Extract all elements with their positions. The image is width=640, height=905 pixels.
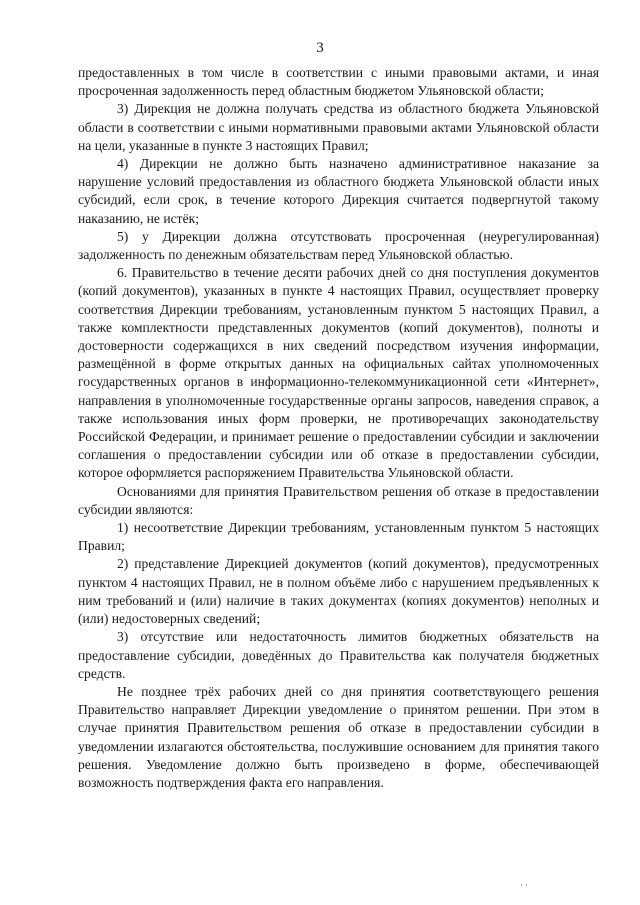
paragraph-item-5: 5) у Дирекции должна отсутствовать просроченная (неурегулированная) задолженность по денежным обязательствам перед Ульяновской областью. xyxy=(78,228,599,263)
page-number: 3 xyxy=(316,40,324,56)
paragraph-continuation: предоставленных в том числе в соответствии с иными правовыми актами, и иная просроченная задолженность перед областным бюджетом Ульяновской области; xyxy=(78,65,599,99)
paragraph-refusal-grounds: Основаниями для принятия Правительством решения об отказе в предоставлении субсидии являются: xyxy=(78,483,599,517)
paragraph-ground-3: 3) отсутствие или недостаточность лимитов бюджетных обязательств на предоставление субсидии, доведённых до Правительства как получателя бюджетных средств. xyxy=(78,629,599,681)
paragraph-clause-6: 6. Правительство в течение десяти рабочих дней со дня поступления документов (копий документов), указанных в пункте 4 настоящих Правил, осуществляет проверку соответствия Дирекции требованиям, установленным пунктом 5 настоящих Правил, а также комплектности представленных документов (копий документов), полноты и достоверности содержащихся в них сведений посредством изучения информации, размещённой в форме открытых данных на официальных сайтах уполномоченных государственных органов в информационно-телекоммуникационной сети «Интернет», направления в уполномоченные государственные органы запросов, наведения справок, а также использования иных форм проверки, не противоречащих законодательству Российской Федерации, и принимает решение о предоставлении субсидии и заключении соглашения о предоставлении субсидии или об отказе в предоставлении субсидии, которое оформляется распоряжением Правительства Ульяновской области. xyxy=(78,265,599,481)
document-body xyxy=(78,64,599,792)
paragraph-item-3: 3) Дирекция не должна получать средства из областного бюджета Ульяновской области в соответствии с иными нормативными правовыми актами Ульяновской области на цели, указанные в пункте 3 настоящих Правил; xyxy=(78,101,599,153)
paragraph-item-4: 4) Дирекции не должно быть назначено административное наказание за нарушение условий предоставления из областного бюджета Ульяновской области иных субсидий, если срок, в течение которого Дирекция считается подвергнутой такому наказанию, не истёк; xyxy=(78,156,599,226)
scan-marks: · · xyxy=(520,880,529,890)
paragraph-notification: Не позднее трёх рабочих дней со дня принятия соответствующего решения Правительство направляет Дирекции уведомление о принятом решении. При этом в случае принятия Правительством решения об отказе в предоставлении субсидии в уведомлении излагаются обстоятельства, послужившие основанием для принятия такого решения. Уведомление должно быть произведено в форме, обеспечивающей возможность подтверждения факта его направления. xyxy=(78,683,599,790)
paragraph-ground-2: 2) представление Дирекцией документов (копий документов), предусмотренных пунктом 4 настоящих Правил, не в полном объёме либо с нарушением предъявленных к ним требований и (или) наличие в таких документах (копиях документов) неполных и (или) недостоверных сведений; xyxy=(78,556,599,627)
paragraph-ground-1: 1) несоответствие Дирекции требованиям, установленным пунктом 5 настоящих Правил; xyxy=(78,520,599,554)
